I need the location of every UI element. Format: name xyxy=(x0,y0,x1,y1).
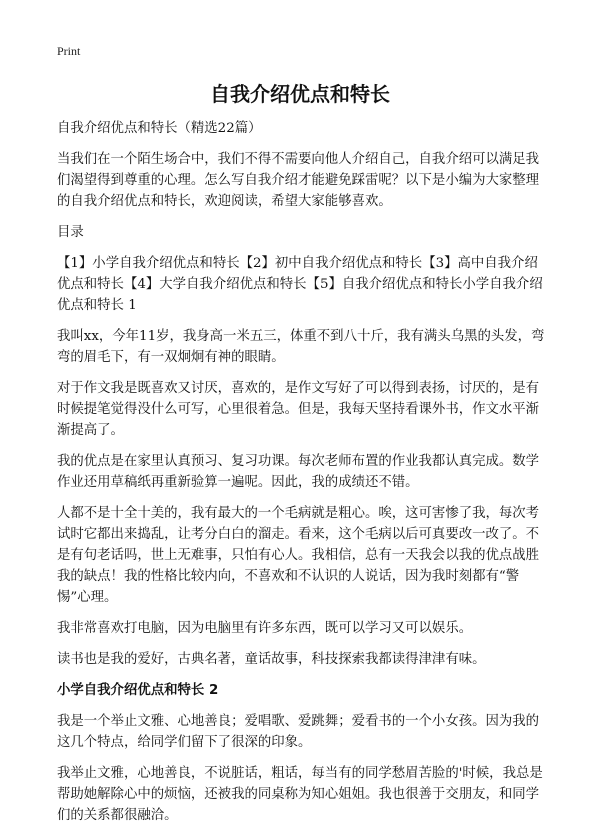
section-heading: 小学自我介绍优点和特长 2 xyxy=(57,683,219,698)
page-title: 自我介绍优点和特长 xyxy=(210,82,390,106)
intro-paragraph: 当我们在一个陌生场合中，我们不得不需要向他人介绍自己，自我介绍可以满足我们渴望得到尊重的心理。怎么写自我介绍才能避免踩雷呢？以下是小编为大家整理的自我介绍优点和特长，欢迎阅读，希望大家能够喜欢。 xyxy=(57,152,540,209)
paragraph: 对于作文我是既喜欢又讨厌，喜欢的，是作文写好了可以得到表扬，讨厌的，是有时候提笔觉得没什么可写，心里很着急。但是，我每天坚持看课外书，作文水平渐渐提高了。 xyxy=(57,381,540,438)
paragraph: 我举止文雅，心地善良，不说脏话，粗话，每当有的同学愁眉苦脸的'时候，我总是帮助她解除心中的烦恼，还被我的同桌称为知心姐姐。我也很善于交朋友，和同学们的关系都很融洽。 xyxy=(57,766,543,823)
paragraph: 人都不是十全十美的，我有最大的一个毛病就是粗心。唉，这可害惨了我，每次考试时它都出来捣乱，让考分白白的溜走。看来，这个毛病以后可真要改一改了。不是有句老话吗，世上无难事，只怕有心人。我相信，总有一天我会以我的优点战胜我的缺点！我的性格比较内向，不喜欢和不认识的人说话，因为我时刻都有“警惕”心理。 xyxy=(57,506,540,605)
paragraph: 我叫xx，今年11岁，我身高一米五三，体重不到八十斤，我有满头乌黑的头发，弯弯的眉毛下，有一双炯炯有神的眼睛。 xyxy=(57,329,545,365)
toc-heading: 目录 xyxy=(57,225,84,240)
paragraph: 我是一个举止文雅、心地善良；爱唱歌、爱跳舞；爱看书的一个小女孩。因为我的这几个特点，给同学们留下了很深的印象。 xyxy=(57,714,540,750)
paragraph: 读书也是我的爱好，古典名著，童话故事，科技探索我都读得津津有味。 xyxy=(57,652,486,667)
paragraph: 我非常喜欢打电脑，因为电脑里有许多东西，既可以学习又可以娱乐。 xyxy=(57,621,473,636)
article-body xyxy=(57,118,549,836)
paragraph: 我的优点是在家里认真预习、复习功课。每次老师布置的作业我都认真完成。数学作业还用草稿纸再重新验算一遍呢。因此，我的成绩还不错。 xyxy=(57,454,540,490)
toc-links[interactable]: 【1】小学自我介绍优点和特长【2】初中自我介绍优点和特长【3】高中自我介绍优点和特长【4】大学自我介绍优点和特长【5】自我介绍优点和特长小学自我介绍优点和特长 1 xyxy=(57,256,543,313)
subtitle: 自我介绍优点和特长（精选22篇） xyxy=(57,121,262,136)
print-link[interactable]: Print xyxy=(57,44,81,58)
